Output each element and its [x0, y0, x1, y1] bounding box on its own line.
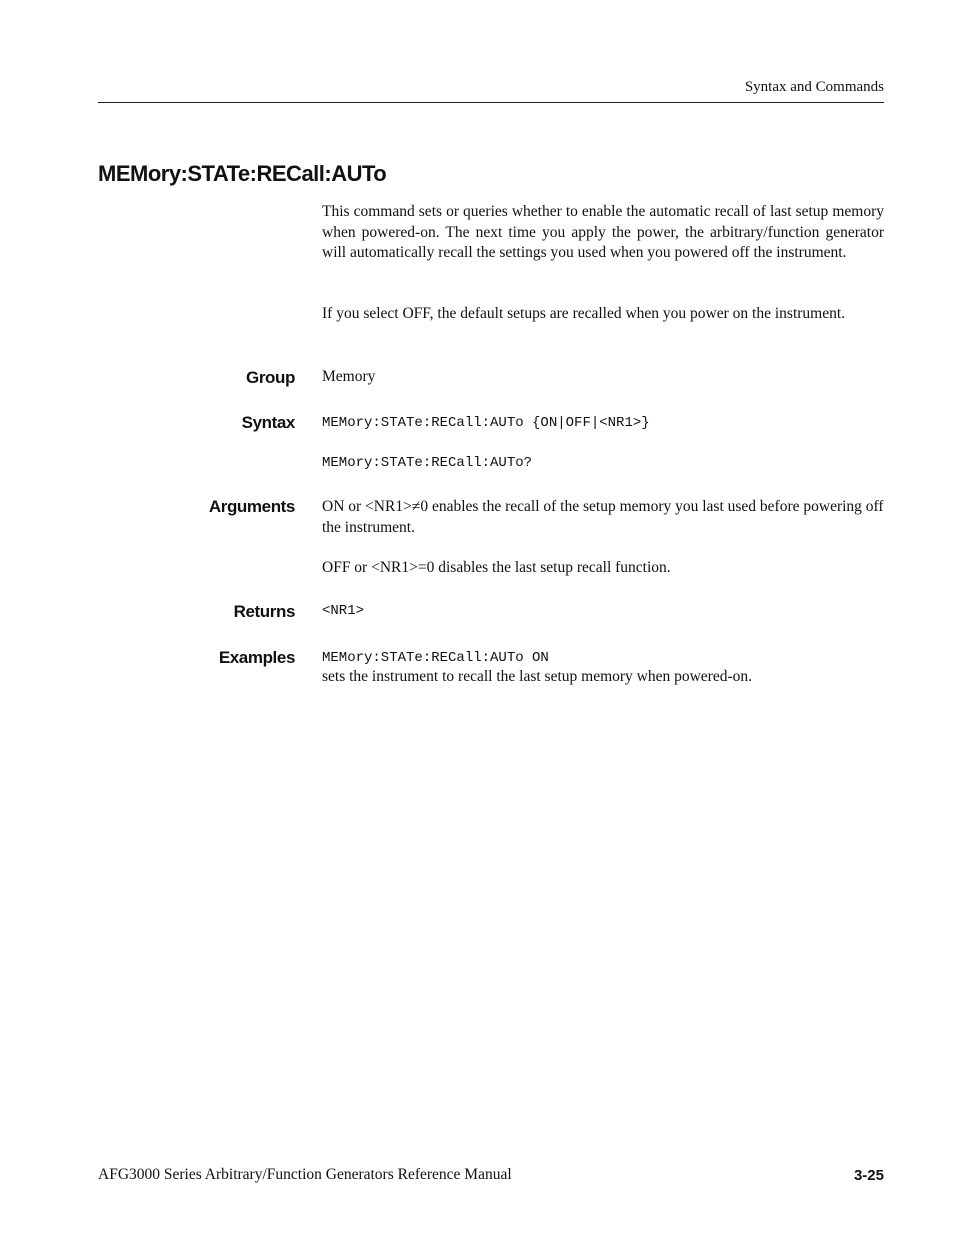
returns-value: <NR1> — [322, 603, 365, 619]
description-text-2: If you select OFF, the default setups are recalled when you power on the instrument. — [322, 305, 846, 322]
syntax-set-command: MEMory:STATe:RECall:AUTo {ON|OFF|<NR1>} — [322, 415, 650, 431]
returns-label: Returns — [233, 602, 295, 621]
footer-page-number: 3-25 — [853, 1167, 884, 1184]
argument-item-2: OFF or <NR1>=0 disables the last setup recall function. — [322, 559, 671, 576]
example-code: MEMory:STATe:RECall:AUTo ON — [322, 650, 549, 666]
syntax-query-command: MEMory:STATe:RECall:AUTo? — [322, 455, 533, 471]
group-label: Group — [246, 368, 295, 387]
description-paragraph-2 — [322, 304, 884, 325]
argument-text-1: ON or <NR1>≠0 enables the recall of the setup memory you last used before powering off the instrument. — [322, 498, 884, 536]
running-header: Syntax and Commands — [744, 79, 884, 95]
description-text-1: This command sets or queries whether to enable the automatic recall of last setup memory when powered-on. The next time you apply the power, the arbitrary/function generator will automatically recall the settings you used when you powered off the instrument. — [322, 203, 884, 261]
header-rule — [98, 102, 884, 103]
argument-item-1 — [322, 497, 884, 538]
arguments-label: Arguments — [208, 497, 295, 516]
examples-label: Examples — [218, 648, 295, 667]
example-explanation: sets the instrument to recall the last setup memory when powered-on. — [322, 668, 753, 685]
group-value: Memory — [322, 368, 376, 385]
description-paragraph-1 — [322, 202, 884, 264]
syntax-label: Syntax — [241, 413, 295, 432]
command-title: MEMory:STATe:RECall:AUTo — [98, 161, 387, 186]
footer-manual-title: AFG3000 Series Arbitrary/Function Generators Reference Manual — [98, 1166, 512, 1183]
